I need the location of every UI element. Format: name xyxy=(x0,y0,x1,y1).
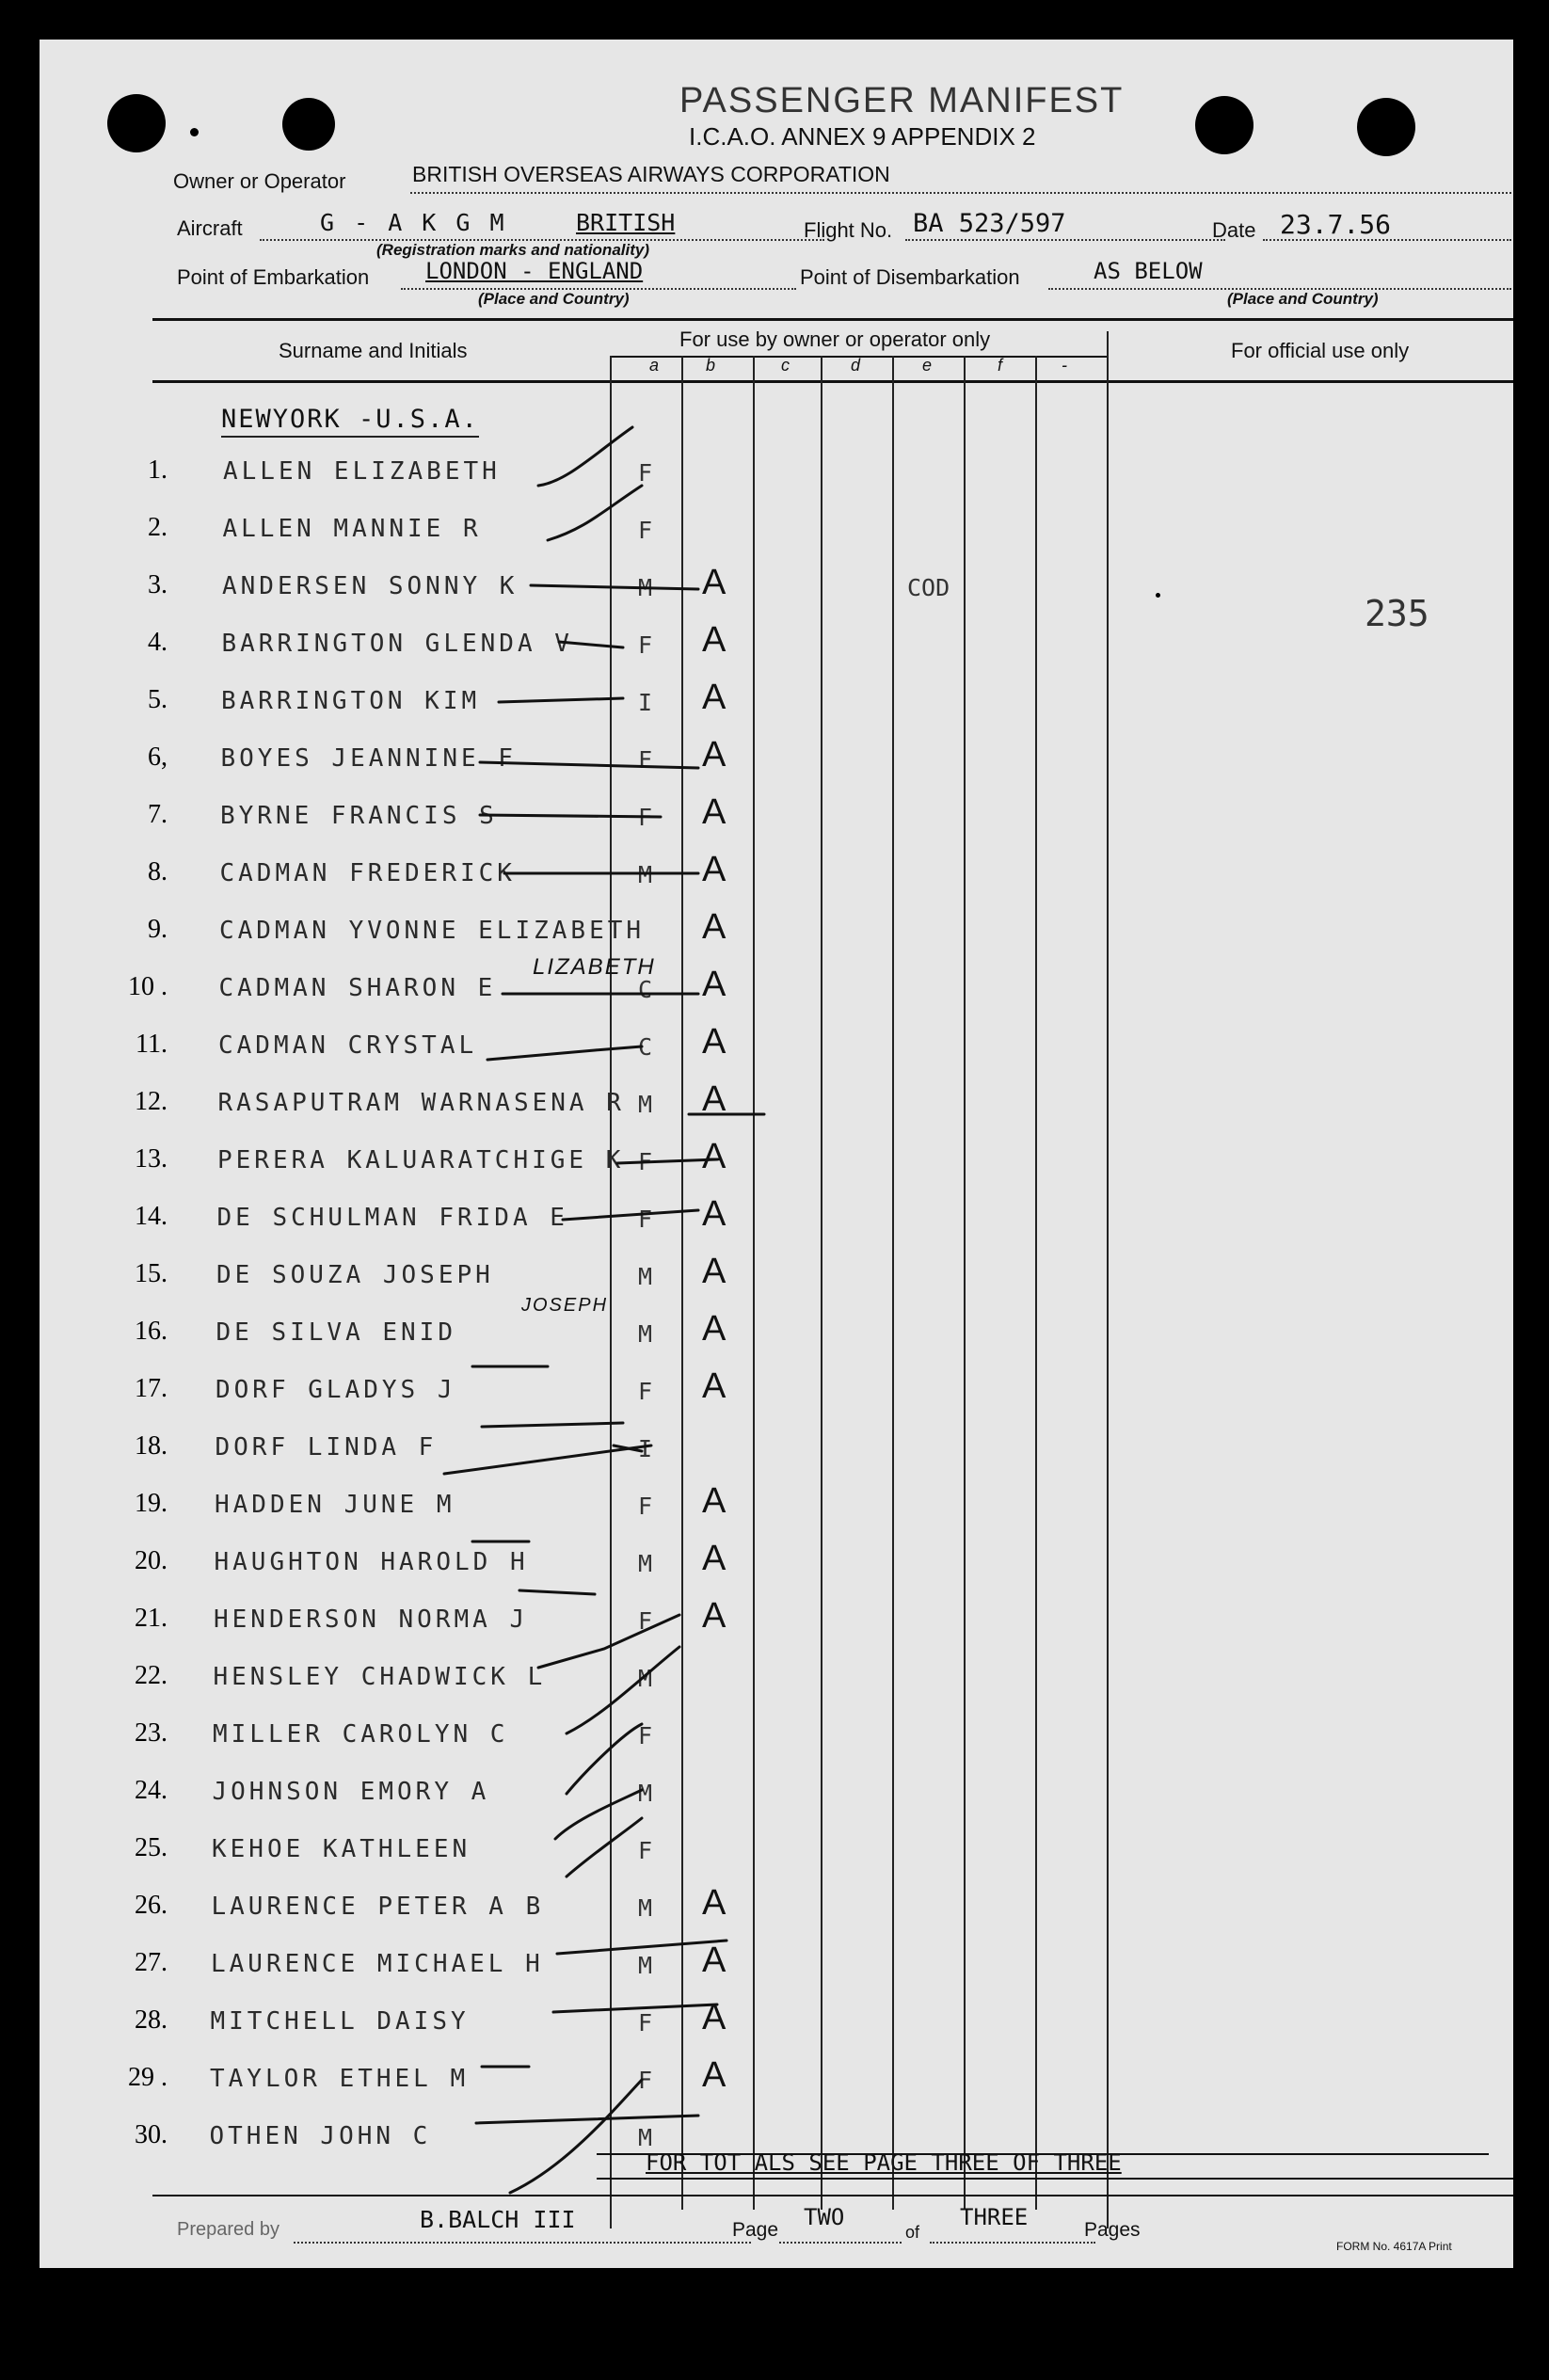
row-number: 26. xyxy=(135,1891,168,1920)
passenger-sex: M xyxy=(638,1091,653,1118)
disembark-note: (Place and Country) xyxy=(1227,290,1379,308)
passenger-sex: F xyxy=(638,1378,653,1405)
passenger-sex: M xyxy=(638,1320,653,1348)
row-number: 25. xyxy=(135,1833,168,1862)
row-number: 9. xyxy=(148,915,168,944)
passenger-sex: F xyxy=(638,2009,653,2037)
prepared-value: B.BALCH III xyxy=(420,2206,576,2233)
row-number: 6, xyxy=(148,743,168,772)
passenger-sex: F xyxy=(638,517,653,544)
passenger-name: DE SOUZA JOSEPH xyxy=(216,1261,494,1289)
col-e-value: COD xyxy=(907,574,950,601)
passenger-name: MITCHELL DAISY xyxy=(210,2007,470,2036)
passenger-name: CADMAN SHARON E xyxy=(218,974,497,1002)
embark-label: Point of Embarkation xyxy=(177,265,370,289)
col-b-mark: A xyxy=(702,1194,727,1234)
registration-note: (Registration marks and nationality) xyxy=(376,241,649,259)
passenger-sex: M xyxy=(638,1780,653,1807)
passenger-name: JOHNSON EMORY A xyxy=(212,1778,490,1806)
passenger-sex: M xyxy=(638,1665,653,1692)
page-line xyxy=(779,2242,902,2244)
col-b-mark: A xyxy=(702,1941,727,1980)
passenger-sex: F xyxy=(638,459,653,487)
passenger-name: HADDEN JUNE M xyxy=(215,1491,455,1519)
col-b-mark: A xyxy=(702,907,727,947)
owner-label: Owner or Operator xyxy=(173,169,346,193)
passenger-name: HENDERSON NORMA J xyxy=(214,1605,529,1634)
row-number: 19. xyxy=(135,1489,168,1518)
subcol-d: d xyxy=(851,356,861,375)
row-number: 14. xyxy=(135,1202,168,1231)
prepared-label: Prepared by xyxy=(177,2219,279,2240)
passenger-name: CADMAN YVONNE ELIZABETH xyxy=(219,917,646,945)
passenger-sex: F xyxy=(638,1148,653,1175)
col-b-mark: A xyxy=(702,1539,727,1578)
row-number: 24. xyxy=(135,1776,168,1805)
passenger-name: HAUGHTON HAROLD H xyxy=(214,1548,529,1576)
col-b-mark: A xyxy=(702,563,727,602)
aircraft-value: G - A K G M xyxy=(320,209,507,236)
col-b-mark: A xyxy=(702,1079,727,1119)
of-label: of xyxy=(905,2223,920,2242)
passenger-name: RASAPUTRAM WARNASENA R xyxy=(217,1089,625,1117)
passenger-name: BARRINGTON KIM xyxy=(221,687,481,715)
col-b-mark: A xyxy=(702,620,727,660)
destination: NEWYORK -U.S.A. xyxy=(221,405,479,438)
row-number: 8. xyxy=(148,857,168,887)
embark-value: LONDON - ENGLAND xyxy=(425,258,644,284)
passenger-name: DORF LINDA F xyxy=(215,1433,438,1462)
col-b-mark: A xyxy=(702,1481,727,1521)
flight-value: BA 523/597 xyxy=(913,209,1066,238)
row-number: 4. xyxy=(148,628,168,657)
subcol-e: e xyxy=(922,356,933,375)
passenger-sex: F xyxy=(638,1722,653,1749)
col-official: For official use only xyxy=(1231,339,1410,362)
col-b-mark: A xyxy=(702,965,727,1004)
form-number: FORM No. 4617A Print xyxy=(1336,2240,1452,2253)
row-number: 29 . xyxy=(128,2063,168,2092)
passenger-sex: I xyxy=(638,1435,653,1462)
passenger-sex: M xyxy=(638,1263,653,1290)
hand-annotation-elizabeth: LIZABETH xyxy=(533,954,656,980)
passenger-name: LAURENCE MICHAEL H xyxy=(211,1950,544,1978)
passenger-name: CADMAN FREDERICK xyxy=(219,859,516,887)
row-number: 12. xyxy=(135,1087,168,1116)
passenger-sex: F xyxy=(638,631,653,659)
row-number: 5. xyxy=(148,685,168,714)
col-b-mark: A xyxy=(702,735,727,775)
row-number: 7. xyxy=(148,800,168,829)
row-number: 10 . xyxy=(128,972,168,1001)
col-b-mark: A xyxy=(702,792,727,832)
row-number: 15. xyxy=(135,1259,168,1288)
date-label: Date xyxy=(1212,218,1256,242)
owner-value: BRITISH OVERSEAS AIRWAYS CORPORATION xyxy=(412,162,890,186)
pages-line xyxy=(930,2242,1095,2244)
passenger-name: DORF GLADYS J xyxy=(216,1376,456,1404)
row-number: 23. xyxy=(135,1718,168,1748)
passenger-name: OTHEN JOHN C xyxy=(209,2122,432,2150)
prepared-line xyxy=(294,2242,751,2244)
disembark-label: Point of Disembarkation xyxy=(800,265,1020,289)
col-b-mark: A xyxy=(702,1309,727,1349)
row-number: 27. xyxy=(135,1948,168,1977)
passenger-name: MILLER CAROLYN C xyxy=(213,1720,509,1749)
passenger-name: ALLEN MANNIE R xyxy=(222,515,482,543)
row-number: 28. xyxy=(135,2005,168,2035)
passenger-name: BARRINGTON GLENDA V xyxy=(221,630,573,658)
col-b-mark: A xyxy=(702,1022,727,1062)
subcol-g: - xyxy=(1062,356,1067,375)
page-value: TWO xyxy=(804,2204,845,2230)
passenger-sex: F xyxy=(638,1493,653,1520)
passenger-name: TAYLOR ETHEL M xyxy=(210,2065,470,2093)
col-owner: For use by owner or operator only xyxy=(679,327,991,351)
pages-value: THREE xyxy=(960,2204,1029,2230)
row-number: 11. xyxy=(136,1030,168,1059)
page-label: Page xyxy=(732,2219,779,2241)
footer-rule-bottom xyxy=(152,2195,1513,2196)
col-b-mark: A xyxy=(702,1137,727,1176)
passenger-sex: F xyxy=(638,746,653,774)
passenger-sex: I xyxy=(638,689,653,716)
passenger-sex: M xyxy=(638,1894,653,1922)
passenger-name: HENSLEY CHADWICK L xyxy=(213,1663,547,1691)
pages-label: Pages xyxy=(1084,2219,1141,2241)
flight-label: Flight No. xyxy=(804,218,893,242)
form-subtitle: I.C.A.O. ANNEX 9 APPENDIX 2 xyxy=(689,122,1036,151)
passenger-name: ALLEN ELIZABETH xyxy=(223,457,501,486)
passenger-sex: F xyxy=(638,1607,653,1635)
passenger-sex: M xyxy=(638,1550,653,1577)
embark-note: (Place and Country) xyxy=(478,290,630,308)
passenger-name: ANDERSEN SONNY K xyxy=(222,572,519,600)
official-number: 235 xyxy=(1365,593,1429,634)
col-surname: Surname and Initials xyxy=(279,339,468,362)
passenger-name: KEHOE KATHLEEN xyxy=(212,1835,471,1863)
row-number: 2. xyxy=(148,513,168,542)
subcol-a: a xyxy=(649,356,660,375)
row-number: 30. xyxy=(135,2120,168,2149)
passenger-name: LAURENCE PETER A B xyxy=(211,1893,545,1921)
form-title: PASSENGER MANIFEST xyxy=(679,81,1125,120)
passenger-sex: M xyxy=(638,1952,653,1979)
col-b-mark: A xyxy=(702,1366,727,1406)
passenger-sex: F xyxy=(638,1206,653,1233)
passenger-name: BYRNE FRANCIS S xyxy=(220,802,498,830)
col-b-mark: A xyxy=(702,678,727,717)
passenger-sex: F xyxy=(638,1837,653,1864)
nationality-value: BRITISH xyxy=(576,209,676,236)
footer-rule-mid xyxy=(597,2178,1513,2180)
hand-annotation-joseph: JOSEPH xyxy=(521,1295,609,1316)
row-number: 18. xyxy=(135,1431,168,1461)
col-b-mark: A xyxy=(702,1252,727,1291)
subcol-b: b xyxy=(706,356,716,375)
col-b-mark: A xyxy=(702,850,727,889)
row-number: 17. xyxy=(135,1374,168,1403)
passenger-name: DE SILVA ENID xyxy=(216,1318,456,1347)
disembark-value: AS BELOW xyxy=(1094,258,1203,284)
passenger-sex: M xyxy=(638,861,653,888)
subcol-c: c xyxy=(781,356,790,375)
passenger-sex: C xyxy=(638,1033,653,1061)
passenger-sex: F xyxy=(638,2067,653,2094)
row-number: 22. xyxy=(135,1661,168,1690)
manifest-sheet xyxy=(40,40,1513,2268)
footer-note: FOR TOT ALS SEE PAGE THREE OF THREE xyxy=(646,2149,1122,2176)
col-b-mark: A xyxy=(702,1998,727,2037)
row-number: 21. xyxy=(135,1604,168,1633)
date-value: 23.7.56 xyxy=(1280,209,1392,240)
aircraft-label: Aircraft xyxy=(177,216,243,240)
passenger-sex: M xyxy=(638,2124,653,2151)
passenger-sex: M xyxy=(638,574,653,601)
passenger-sex: F xyxy=(638,804,653,831)
passenger-name: DE SCHULMAN FRIDA E xyxy=(216,1204,568,1232)
row-number: 13. xyxy=(135,1144,168,1174)
col-b-mark: A xyxy=(702,2055,727,2095)
passenger-name: CADMAN CRYSTAL xyxy=(218,1031,478,1060)
row-number: 20. xyxy=(135,1546,168,1575)
col-b-mark: A xyxy=(702,1596,727,1636)
handwritten-strokes xyxy=(40,40,1513,2268)
passenger-sex: C xyxy=(638,976,653,1003)
passenger-name: PERERA KALUARATCHIGE K xyxy=(217,1146,625,1174)
subcol-f: f xyxy=(998,356,1003,375)
row-number: 1. xyxy=(148,455,168,485)
row-number: 16. xyxy=(135,1317,168,1346)
col-b-mark: A xyxy=(702,1883,727,1923)
row-number: 3. xyxy=(148,570,168,599)
passenger-name: BOYES JEANNINE F xyxy=(220,744,517,773)
